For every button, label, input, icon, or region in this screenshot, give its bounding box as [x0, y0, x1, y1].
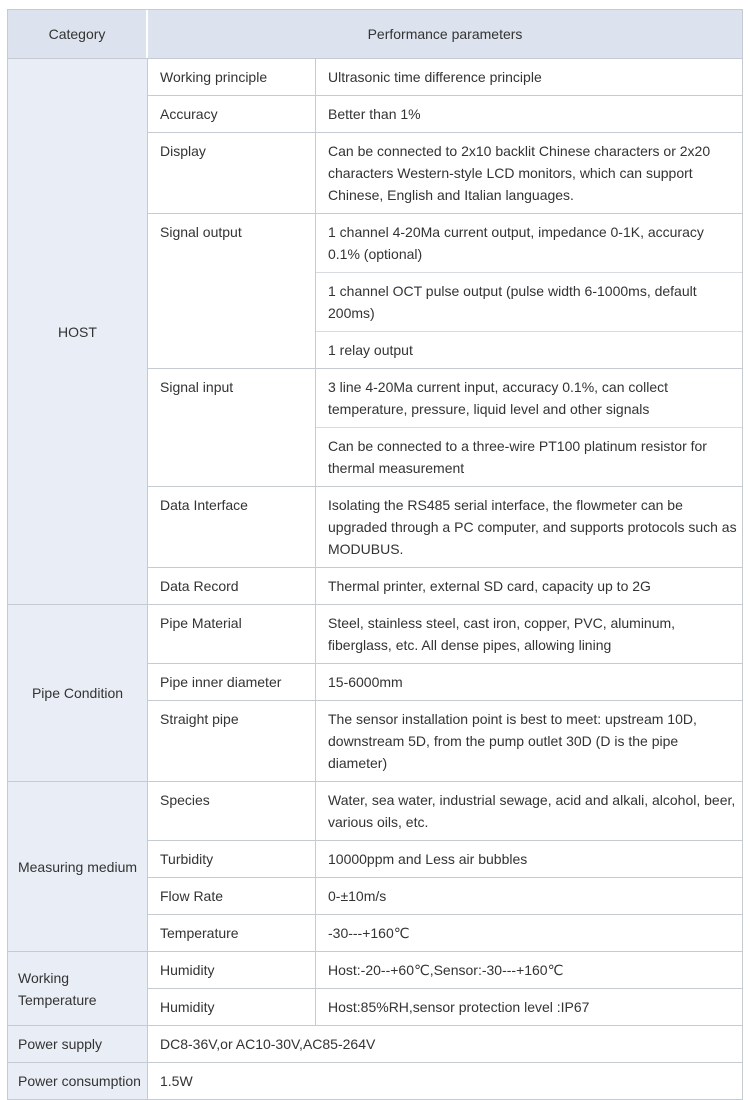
spec-section [8, 604, 742, 781]
parameter-name-cell: Humidity [148, 989, 316, 1025]
category-cell: Pipe Condition [8, 605, 148, 781]
category-cell: Measuring medium [8, 782, 148, 951]
parameter-value-cell: Ultrasonic time difference principle [328, 69, 542, 85]
param-row [148, 877, 742, 914]
table-body [8, 58, 742, 1099]
section-rows [148, 605, 742, 781]
performance-parameters-table [7, 9, 743, 1100]
parameter-values [316, 989, 742, 1025]
category-cell: HOST [8, 59, 148, 604]
param-row [148, 486, 742, 567]
parameter-values [316, 782, 742, 840]
spec-section [8, 781, 742, 951]
param-row [148, 59, 742, 95]
parameter-values [316, 664, 742, 700]
param-row [148, 1026, 742, 1062]
section-rows [148, 1063, 742, 1099]
parameter-name-cell: Working principle [148, 59, 316, 95]
section-rows [148, 782, 742, 951]
parameter-name-cell: Data Interface [148, 487, 316, 567]
param-row [148, 132, 742, 213]
param-row [148, 1063, 742, 1099]
spec-section [8, 1025, 742, 1062]
parameter-name-cell: Straight pipe [148, 701, 316, 781]
param-row [148, 368, 742, 486]
spec-section [8, 58, 742, 604]
merged-value-cell: DC8-36V,or AC10-30V,AC85-264V [160, 1036, 376, 1052]
header-cell-category: Category [8, 10, 148, 58]
parameter-name-cell: Pipe Material [148, 605, 316, 663]
parameter-value-cell: 10000ppm and Less air bubbles [328, 851, 528, 867]
spec-section [8, 951, 742, 1025]
parameter-name-cell: Turbidity [148, 841, 316, 877]
parameter-name-cell: Humidity [148, 952, 316, 988]
parameter-name-cell: Signal input [148, 369, 316, 486]
parameter-values [316, 952, 742, 988]
parameter-values [316, 915, 742, 951]
param-row [148, 952, 742, 988]
parameter-values [316, 841, 742, 877]
param-row [148, 988, 742, 1025]
parameter-name-cell: Flow Rate [148, 878, 316, 914]
parameter-value-cell: Host:-20--+60℃,Sensor:-30---+160℃ [328, 962, 564, 978]
parameter-name-cell: Data Record [148, 568, 316, 604]
parameter-value-cell: Water, sea water, industrial sewage, acid and alkali, alcohol, beer, various oils, etc. [328, 792, 736, 830]
parameter-value-cell: Thermal printer, external SD card, capacity up to 2G [328, 578, 651, 594]
parameter-name-cell: Signal output [148, 214, 316, 368]
parameter-value-cell: Can be connected to a three-wire PT100 platinum resistor for thermal measurement [316, 427, 742, 486]
param-row [148, 605, 742, 663]
parameter-name-cell: Display [148, 133, 316, 213]
parameter-value-cell: Host:85%RH,sensor protection level :IP67 [328, 999, 590, 1015]
param-row [148, 567, 742, 604]
parameter-value-cell: Isolating the RS485 serial interface, the flowmeter can be upgraded through a PC computer, and supports protocols such as MODUBUS. [328, 497, 737, 557]
param-row [148, 213, 742, 368]
parameter-values [316, 568, 742, 604]
spec-section [8, 1062, 742, 1099]
category-cell: Working Temperature [8, 952, 148, 1025]
merged-value-cell: 1.5W [160, 1073, 193, 1089]
parameter-name-cell: Temperature [148, 915, 316, 951]
parameter-value-cell: 3 line 4-20Ma current input, accuracy 0.1%, can collect temperature, pressure, liquid level and other signals [328, 379, 669, 417]
parameter-name-cell: Pipe inner diameter [148, 664, 316, 700]
param-row [148, 782, 742, 840]
parameter-values [316, 605, 742, 663]
table-header-row [8, 10, 742, 58]
parameter-value-cell: 0-±10m/s [328, 888, 387, 904]
parameter-value-cell: 1 relay output [316, 331, 742, 368]
parameter-values [316, 487, 742, 567]
category-cell: Power supply [8, 1026, 148, 1062]
parameter-value-cell: Can be connected to 2x10 backlit Chinese characters or 2x20 characters Western-style LCD monitors, which can support Chinese, English and Italian languages. [328, 143, 711, 203]
parameter-value-cell: The sensor installation point is best to meet: upstream 10D, downstream 5D, from the pump outlet 30D (D is the pipe diameter) [328, 711, 697, 771]
parameter-value-cell: Steel, stainless steel, cast iron, copper, PVC, aluminum, fiberglass, etc. All dense pipes, allowing lining [328, 615, 676, 653]
parameter-values [316, 214, 742, 368]
section-rows [148, 952, 742, 1025]
parameter-values [316, 701, 742, 781]
parameter-name-cell: Accuracy [148, 96, 316, 132]
param-row [148, 95, 742, 132]
parameter-values [316, 59, 742, 95]
category-cell: Power consumption [8, 1063, 148, 1099]
parameter-values [316, 133, 742, 213]
param-row [148, 700, 742, 781]
param-row [148, 914, 742, 951]
parameter-name-cell: Species [148, 782, 316, 840]
parameter-value-cell: Better than 1% [328, 106, 421, 122]
param-row [148, 663, 742, 700]
parameter-value-cell: 1 channel 4-20Ma current output, impedance 0-1K, accuracy 0.1% (optional) [328, 224, 704, 262]
section-rows [148, 59, 742, 604]
section-rows [148, 1026, 742, 1062]
parameter-values [316, 878, 742, 914]
parameter-value-cell: -30---+160℃ [328, 925, 410, 941]
parameter-value-cell: 15-6000mm [328, 674, 403, 690]
parameter-values [316, 369, 742, 486]
param-row [148, 840, 742, 877]
header-cell-performance-parameters: Performance parameters [367, 26, 523, 42]
parameter-values [316, 96, 742, 132]
parameter-value-cell: 1 channel OCT pulse output (pulse width 6-1000ms, default 200ms) [316, 272, 742, 331]
